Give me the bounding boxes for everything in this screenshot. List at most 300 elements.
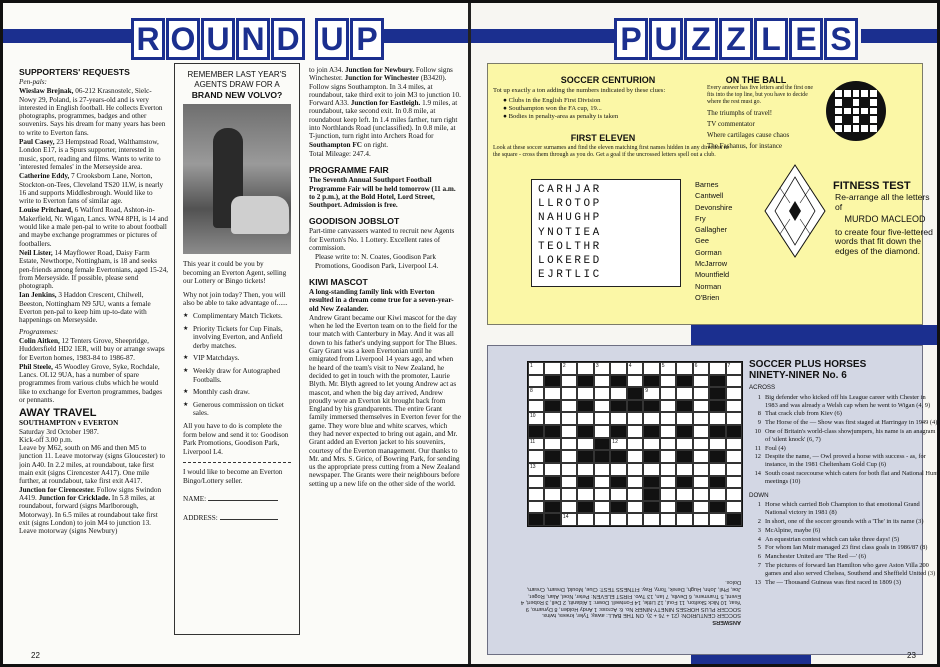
crossword-cell[interactable] bbox=[693, 463, 709, 476]
crossword-cell[interactable] bbox=[726, 450, 742, 463]
answers-title: ANSWERS bbox=[712, 619, 741, 625]
crossword-cell[interactable] bbox=[676, 488, 692, 501]
benefit-item: ★ Monthly cash draw. bbox=[183, 388, 291, 397]
clue-number: 13 bbox=[530, 463, 536, 470]
crossword-cell[interactable] bbox=[693, 476, 709, 489]
crossword-cell[interactable] bbox=[643, 362, 659, 375]
directions bbox=[19, 444, 169, 535]
crossword-block bbox=[643, 488, 659, 501]
banner-letter: P bbox=[350, 18, 384, 60]
crossword-cell[interactable] bbox=[594, 513, 610, 526]
crossword-cell[interactable] bbox=[528, 450, 544, 463]
penpal-entry bbox=[19, 172, 169, 205]
crossword-block bbox=[709, 450, 725, 463]
programme-entry bbox=[19, 363, 169, 404]
grid-cell[interactable] bbox=[853, 125, 860, 132]
crossword-cell[interactable] bbox=[594, 463, 610, 476]
crossword-block bbox=[643, 476, 659, 489]
crossword-cell[interactable] bbox=[676, 438, 692, 451]
crossword-cell[interactable] bbox=[693, 438, 709, 451]
grid-cell[interactable] bbox=[853, 99, 860, 106]
junction-label: Junction for Cirencester. bbox=[19, 485, 95, 494]
crossword-block bbox=[676, 476, 692, 489]
clue-number: 11 bbox=[530, 438, 536, 445]
banner-letter: P bbox=[614, 18, 648, 60]
crossword-cell[interactable] bbox=[676, 387, 692, 400]
crossword-cell[interactable] bbox=[627, 438, 643, 451]
crossword-block bbox=[676, 375, 692, 388]
total-mileage: Total Mileage: 247.4. bbox=[309, 149, 371, 158]
crossword-block bbox=[544, 513, 560, 526]
form-address-row bbox=[183, 512, 291, 523]
crossword-cell[interactable] bbox=[577, 513, 593, 526]
crossword-cell[interactable] bbox=[577, 463, 593, 476]
word-search-row: TEOLTHR bbox=[538, 240, 602, 253]
page-number-left: 22 bbox=[31, 651, 40, 660]
penpal-text: 23 Hempstead Road, Walthamstow, London E17, is a Spurs supporter, interested in music, sport, reading and films. Wants to write to 'interested females' in the Merseyside area. bbox=[19, 138, 161, 171]
benefits-list bbox=[183, 312, 291, 418]
grid-cell[interactable] bbox=[835, 90, 842, 97]
junction-label: Junction for Cricklade. bbox=[38, 493, 111, 502]
crossword-cell[interactable] bbox=[660, 362, 676, 375]
crossword-cell[interactable] bbox=[676, 463, 692, 476]
crossword-cell[interactable] bbox=[561, 501, 577, 514]
crossword-block bbox=[643, 501, 659, 514]
grid-cell[interactable] bbox=[870, 108, 877, 115]
banner-letter: S bbox=[824, 18, 858, 60]
clue-number: 8 bbox=[530, 388, 533, 395]
clue-text: South coast racecourse which caters for both flat and National Hunt meetings (10) bbox=[765, 469, 939, 485]
advert-intro: This year it could be you by becoming an Everton Agent, selling our Lottery or Bingo tickets! bbox=[183, 260, 287, 286]
programme-name: Phil Steele, bbox=[19, 362, 53, 371]
crossword-cell[interactable] bbox=[544, 412, 560, 425]
on-the-ball-title: ON THE BALL bbox=[725, 75, 787, 85]
crossword-cell[interactable] bbox=[627, 476, 643, 489]
penpal-name: Wieslaw Brejnak, bbox=[19, 87, 74, 96]
programme-fair-title: PROGRAMME FAIR bbox=[309, 165, 389, 176]
crossword-block bbox=[544, 375, 560, 388]
crossword-cell[interactable] bbox=[627, 450, 643, 463]
crossword-cell[interactable] bbox=[561, 425, 577, 438]
crossword-cell[interactable] bbox=[643, 438, 659, 451]
crossword-cell[interactable] bbox=[726, 375, 742, 388]
crossword-cell[interactable] bbox=[693, 513, 709, 526]
first-eleven-title: FIRST ELEVEN bbox=[570, 133, 636, 143]
crossword-cell[interactable] bbox=[577, 412, 593, 425]
form-text: I would like to become an Everton Bingo/Lottery seller. bbox=[183, 468, 283, 485]
clue-num: 12 bbox=[754, 453, 761, 461]
crossword-cell[interactable] bbox=[528, 387, 544, 400]
crossword-cell[interactable] bbox=[660, 450, 676, 463]
crossword-cell[interactable] bbox=[594, 375, 610, 388]
banner-letter: L bbox=[754, 18, 788, 60]
programme-text: 45 Woodley Grove, Syke, Rochdale, Lancs. OL12 9UA, has a number of spare programmes from various clubs which he would like to exchange for Everton programmes, badges or pennants. bbox=[19, 362, 163, 404]
crossword-cell[interactable] bbox=[660, 438, 676, 451]
agents-advert bbox=[174, 63, 300, 635]
crossword-cell[interactable] bbox=[610, 463, 626, 476]
crossword-cell[interactable] bbox=[610, 513, 626, 526]
crossword-cell[interactable] bbox=[594, 425, 610, 438]
crossword-cell[interactable] bbox=[726, 488, 742, 501]
crossword-cell[interactable] bbox=[660, 425, 676, 438]
crossword-cell[interactable] bbox=[528, 375, 544, 388]
banner-letter: R bbox=[131, 18, 165, 60]
grid-cell[interactable] bbox=[853, 108, 860, 115]
page-number-right: 23 bbox=[907, 651, 916, 660]
crossword-cell[interactable] bbox=[627, 513, 643, 526]
clue-number: 2 bbox=[562, 363, 566, 369]
word-search-row: LLROTOP bbox=[538, 198, 602, 211]
kiwi-mascot-title: KIWI MASCOT bbox=[309, 276, 368, 287]
clue-number: 5 bbox=[661, 363, 665, 369]
third-column bbox=[309, 66, 461, 644]
crossword-cell[interactable] bbox=[577, 387, 593, 400]
clue-num: 7 bbox=[757, 561, 761, 569]
grid-cell[interactable] bbox=[870, 116, 877, 123]
crossword-cell[interactable] bbox=[693, 488, 709, 501]
down-label: DOWN bbox=[749, 491, 769, 499]
banner-bar-left bbox=[471, 29, 614, 43]
jobslot-text: Part-time canvassers wanted to recruit new Agents for Everton's No. 1 Lottery. Excellent rates of commission. bbox=[309, 227, 455, 253]
crossword-cell[interactable] bbox=[594, 387, 610, 400]
crossword-cell[interactable] bbox=[660, 476, 676, 489]
advert-headline: REMEMBER LAST YEAR'S bbox=[187, 70, 287, 79]
crossword-block bbox=[676, 400, 692, 413]
clue-number: 6 bbox=[694, 363, 698, 369]
crossword-cell[interactable] bbox=[544, 438, 560, 451]
clue-text: In short, one of the soccer grounds with a 'The' in its name (3) bbox=[765, 517, 924, 525]
crossword-cell[interactable] bbox=[693, 387, 709, 400]
crossword-cell[interactable] bbox=[660, 501, 676, 514]
crossword-cell[interactable] bbox=[709, 488, 725, 501]
crossword-cell[interactable] bbox=[544, 362, 560, 375]
crossword-cell[interactable] bbox=[561, 400, 577, 413]
clue-text: Bodies in penalty-area as penalty is taken bbox=[508, 113, 619, 120]
down-clue bbox=[749, 536, 939, 544]
grid-cell[interactable] bbox=[870, 99, 877, 106]
grid-cell[interactable] bbox=[844, 90, 851, 97]
clue-text: The Horse of the — Show was first staged at Harringay in 1949 (4) bbox=[765, 419, 938, 427]
grid-cell[interactable] bbox=[861, 108, 868, 115]
grid-cell[interactable] bbox=[853, 116, 860, 123]
crossword-cell[interactable] bbox=[676, 412, 692, 425]
crossword-cell[interactable] bbox=[643, 513, 659, 526]
crossword-cell[interactable] bbox=[561, 375, 577, 388]
crossword-cell[interactable] bbox=[594, 476, 610, 489]
crossword-block bbox=[610, 400, 626, 413]
crossword-cell[interactable] bbox=[726, 438, 742, 451]
bottom-bar bbox=[691, 655, 811, 664]
penpal-entry bbox=[19, 138, 169, 171]
crossword-cell[interactable] bbox=[528, 501, 544, 514]
crossword-cell[interactable] bbox=[544, 463, 560, 476]
down-clue bbox=[749, 553, 939, 561]
crossword-cell[interactable] bbox=[693, 501, 709, 514]
crossword-cell[interactable] bbox=[709, 362, 725, 375]
across-clue bbox=[749, 410, 939, 418]
down-clue bbox=[749, 518, 939, 526]
answers-text: SOCCER CENTURION: (21 + 76 + 3). ON THE BALL: away, Tyler, knees, twins. SOCCER PLUS HORSES NINETY-NINER No. 6: Across: 1 Andy Holden, 8 Dynamo, 9 Year, 10 Nick Skelton, 11 Foul, 12 Little, 14 Fontwell. Down: 1 Aldaniti, 2 Dell, 3 Robert, 4 Event, 5 Tranmere, 6 Devils, 7 Ian, 13 Two. FIRST ELEVEN: Peter, Noel, Alan, Roger, Joe, Phil, John, Hugh, Derek, Tony, Ray. FITNESS TEST: Clue, Mould, Dream, Cream, Dolce. bbox=[520, 579, 741, 619]
crossword-cell[interactable] bbox=[693, 450, 709, 463]
penpal-name: Ian Jenkins, bbox=[19, 291, 57, 300]
crossword-cell[interactable] bbox=[610, 362, 626, 375]
crossword-cell[interactable] bbox=[693, 412, 709, 425]
penpals-subtitle: Pen-pals: bbox=[19, 78, 47, 86]
clue-num: 9 bbox=[757, 419, 761, 427]
crossword-block bbox=[643, 375, 659, 388]
crossword-cell[interactable] bbox=[676, 362, 692, 375]
crossword-block bbox=[544, 425, 560, 438]
crossword-cell[interactable] bbox=[660, 375, 676, 388]
word-search-row: NAHUGHP bbox=[538, 212, 602, 225]
grid-cell[interactable] bbox=[844, 108, 851, 115]
penpal-name: Neil Lister, bbox=[19, 248, 53, 257]
centurion-clue: ● Bodies in penalty-area as penalty is taken bbox=[503, 113, 619, 120]
grid-cell[interactable] bbox=[870, 90, 877, 97]
down-clue bbox=[749, 527, 939, 535]
crossword-cell[interactable] bbox=[577, 362, 593, 375]
crossword-block bbox=[577, 425, 593, 438]
grid-cell[interactable] bbox=[835, 108, 842, 115]
directions-continued bbox=[309, 66, 461, 149]
crossword-cell[interactable] bbox=[726, 501, 742, 514]
crossword-cell[interactable] bbox=[643, 412, 659, 425]
crossword-cell[interactable] bbox=[627, 501, 643, 514]
grid-cell[interactable] bbox=[835, 125, 842, 132]
clue-text: One of Britain's world-class showjumpers, his name is an anagram of 'silent knock' (6, 7) bbox=[765, 427, 936, 443]
first-eleven-intro: Look at these soccer surnames and find the eleven matching first names hidden in any direction in the square - cross them through as you do. Get a goal if the uncrossed letters spell out a club. bbox=[493, 145, 729, 158]
name-label: NAME: bbox=[183, 495, 207, 504]
crossword-cell[interactable] bbox=[627, 425, 643, 438]
crossword-cell[interactable] bbox=[627, 463, 643, 476]
crossword-cell[interactable] bbox=[726, 400, 742, 413]
crossword-block bbox=[709, 501, 725, 514]
crossword-cell[interactable] bbox=[610, 412, 626, 425]
clue-num: 3 bbox=[757, 526, 761, 534]
left-page-roundup bbox=[3, 3, 469, 664]
surname: Norman bbox=[695, 281, 722, 291]
crossword-cell[interactable] bbox=[561, 412, 577, 425]
name-field[interactable] bbox=[208, 493, 278, 501]
programme-fair-text: The Seventh Annual Southport Football Programme Fair will be held tomorrow (11 a.m. to 2 p.m.), at the Bold Hotel, Lord Street, Southport. Admission is free. bbox=[309, 176, 456, 210]
surname: Barnes bbox=[695, 180, 719, 189]
grid-cell[interactable] bbox=[861, 90, 868, 97]
crossword-block bbox=[709, 375, 725, 388]
crossword-cell[interactable] bbox=[627, 488, 643, 501]
crossword-cell[interactable] bbox=[528, 412, 544, 425]
banner-letter: U bbox=[649, 18, 683, 60]
crossword-cell[interactable] bbox=[726, 362, 742, 375]
crossword-cell[interactable] bbox=[726, 412, 742, 425]
grid-cell[interactable] bbox=[870, 125, 877, 132]
crossword-cell[interactable] bbox=[561, 387, 577, 400]
clue-num: 13 bbox=[754, 578, 761, 586]
clue-text: Big defender who kicked off his League career with Chester in 1983 and was already a Welsh cap when he went to Wigan (4, 9) bbox=[765, 393, 931, 409]
crossword-cell[interactable] bbox=[577, 438, 593, 451]
directions-text: Leave by M62, south on M6 and then M5 to junction 11. Leave motorway (signs Gloucester) to join A40. In 2.2 miles, at roundabout, take first main exit (signs Cirencester A417). One mile further, at roundabout, take first exit A417. bbox=[19, 444, 166, 486]
grid-cell[interactable] bbox=[861, 125, 868, 132]
crossword-cell[interactable] bbox=[594, 412, 610, 425]
crossword-block bbox=[610, 501, 626, 514]
crossword-cell[interactable] bbox=[660, 400, 676, 413]
clue-num: 1 bbox=[757, 393, 761, 401]
crossword-cell[interactable] bbox=[528, 476, 544, 489]
crossword-cell[interactable] bbox=[544, 488, 560, 501]
crossword-cell[interactable] bbox=[693, 400, 709, 413]
crossword-cell[interactable] bbox=[676, 513, 692, 526]
crossword-block bbox=[577, 400, 593, 413]
crossword-cell[interactable] bbox=[643, 463, 659, 476]
crossword-cell[interactable] bbox=[726, 476, 742, 489]
crossword-block bbox=[577, 501, 593, 514]
down-clue bbox=[749, 562, 939, 578]
penpal-entry bbox=[19, 87, 169, 137]
on-the-ball-clue: The Fashanus, for instance bbox=[707, 142, 783, 151]
crossword-cell[interactable] bbox=[561, 438, 577, 451]
crossword-block bbox=[726, 425, 742, 438]
crossword-cell[interactable] bbox=[561, 488, 577, 501]
crossword-block bbox=[528, 425, 544, 438]
crossword-cell[interactable] bbox=[594, 488, 610, 501]
centurion-title: SOCCER CENTURION bbox=[560, 75, 656, 85]
penpal-text: 06-212 Krasnostelc, Sielc-Nowy 29, Poland, is 27-years-old and is very interested in English football. He collects Everton photographs, programmes, badges and other souvenirs. Says his dream for many years has been to write to Everton fans. bbox=[19, 87, 166, 137]
clue-text: An equestrian contest which can take three days! (5) bbox=[765, 535, 900, 543]
crossword-cell[interactable] bbox=[528, 488, 544, 501]
clue-num: 8 bbox=[757, 410, 761, 418]
crossword-cell[interactable] bbox=[660, 412, 676, 425]
surname: Gorman bbox=[695, 247, 722, 257]
grid-cell[interactable] bbox=[835, 116, 842, 123]
address-label: ADDRESS: bbox=[183, 514, 218, 523]
benefit-item: ★ Complimentary Match Tickets. bbox=[183, 312, 291, 321]
clue-text: That crack club from Kiev (6) bbox=[765, 410, 842, 418]
supporters-column bbox=[19, 66, 169, 644]
penpal-text: 6 Walford Road, Ashton-in-Makerfield, Nr. Wigan, Lancs. WN4 8PH, is 14 and would like a male pen-pal to write to about football and maybe exchange programmes or pictures of footballers. bbox=[19, 206, 168, 248]
crossword-clues bbox=[749, 359, 939, 587]
crossword-cell[interactable] bbox=[528, 400, 544, 413]
advert-instructions: All you have to do is complete the form below and send it to: Goodison Park Promotions, Goodison Park, Liverpool L4. bbox=[183, 421, 289, 456]
penpal-entry bbox=[19, 291, 169, 324]
surname: Gee bbox=[695, 236, 709, 246]
crossword-cell[interactable] bbox=[726, 387, 742, 400]
crossword-cell[interactable] bbox=[594, 400, 610, 413]
crossword-cell[interactable] bbox=[693, 375, 709, 388]
crossword-cell[interactable] bbox=[627, 412, 643, 425]
surname: Mountfield bbox=[695, 270, 730, 280]
clue-text: Southampton won the FA cup, 19... bbox=[508, 105, 602, 112]
crossword-cell[interactable] bbox=[660, 463, 676, 476]
grid-block bbox=[844, 99, 851, 106]
advert-headline-volvo: BRAND NEW VOLVO? bbox=[191, 90, 283, 100]
directions-text: Follow signs Winchester. bbox=[309, 66, 453, 83]
crossword-cell[interactable] bbox=[660, 513, 676, 526]
across-clue bbox=[749, 394, 939, 410]
benefit-item: ★ Priority Tickets for Cup Finals, involving Everton, and Anfield derby matches. bbox=[183, 325, 291, 351]
grid-cell[interactable] bbox=[835, 99, 842, 106]
crossword-cell[interactable] bbox=[594, 362, 610, 375]
word-search-row: CARHJAR bbox=[538, 184, 602, 196]
crossword-cell[interactable] bbox=[544, 387, 560, 400]
crossword-cell[interactable] bbox=[528, 438, 544, 451]
crossword-cell[interactable] bbox=[660, 387, 676, 400]
on-the-ball-clue: Where cartilages cause chaos bbox=[707, 131, 790, 140]
crossword-cell[interactable] bbox=[709, 438, 725, 451]
clue-number: 1 bbox=[530, 363, 533, 369]
clue-text: Foul (4) bbox=[765, 444, 786, 452]
crossword-cell[interactable] bbox=[561, 450, 577, 463]
across-clue bbox=[749, 445, 939, 453]
surname: Cantwell bbox=[695, 191, 724, 201]
crossword-cell[interactable] bbox=[561, 513, 577, 526]
crossword-cell[interactable] bbox=[610, 488, 626, 501]
programmes-subtitle: Programmes: bbox=[19, 327, 59, 336]
crossword-cell[interactable] bbox=[610, 387, 626, 400]
on-the-ball-clue: TV commentator bbox=[707, 120, 755, 129]
grid-cell[interactable] bbox=[844, 125, 851, 132]
crossword-cell[interactable] bbox=[594, 501, 610, 514]
crossword-cell[interactable] bbox=[726, 463, 742, 476]
crossword-cell[interactable] bbox=[709, 463, 725, 476]
answers-upside-down bbox=[519, 533, 741, 625]
penpal-entry bbox=[19, 206, 169, 247]
jobslot-title: GOODISON JOBSLOT bbox=[309, 216, 400, 227]
away-travel-title: AWAY TRAVEL bbox=[19, 407, 97, 420]
crossword-cell[interactable] bbox=[660, 488, 676, 501]
programme-entry bbox=[19, 337, 169, 362]
crossword-cell[interactable] bbox=[610, 438, 626, 451]
word-search-row: LOKERED bbox=[538, 255, 602, 268]
crossword-cell[interactable] bbox=[643, 387, 659, 400]
surname: Gallagher bbox=[695, 225, 728, 235]
junction-label: Junction for Winchester bbox=[344, 74, 419, 83]
directions-text: Follow signs Swindon A419. bbox=[19, 485, 162, 502]
crossword-cell[interactable] bbox=[528, 362, 544, 375]
crossword-cell[interactable] bbox=[561, 476, 577, 489]
address-field[interactable] bbox=[220, 512, 278, 520]
clue-number: 10 bbox=[530, 413, 536, 420]
crossword-cell[interactable] bbox=[693, 425, 709, 438]
grid-cell[interactable] bbox=[853, 90, 860, 97]
kiwi-text: Andrew Grant became our Kiwi mascot for the day when he led the Everton team on to the field for the tour match with Canterbury in May. And it was all down to his father's undying support for The Blues. Gary Grant was a keen Evertonian until he emigrated from Liverpool 14 years ago, and when he heard of the team's visit to New Zealand, he decided to get in touch with the promoter, Laurie Blyth. Mr. Blyth agreed to let young Andrew act as mascot, and when the big day arrived, Andrew proudly wore an Everton kit brought back from England by his grandparents. The entire Grant family immersed themselves in Everton fever for the game. They wore blue and white scarves, which they had never expected to bring out again, and Mr. Grant added an Everton jacket to his souvenirs, courtesy of the Everton management. Our thanks to Mr. and Mrs. S. Grice, of Bowring Park, for sending us the appropriate press cutting from a New Zealand newspaper. The Grants were their neighbours before setting up a new life on the other side of the world. bbox=[309, 313, 461, 488]
crossword-cell[interactable] bbox=[577, 488, 593, 501]
programme-name: Colin Aitken, bbox=[19, 336, 60, 345]
benefit-item: ★ VIP Matchdays. bbox=[183, 354, 291, 363]
surname: McJarrow bbox=[695, 259, 728, 269]
roundup-banner bbox=[131, 18, 384, 60]
crossword-cell[interactable] bbox=[709, 513, 725, 526]
crossword-cell[interactable] bbox=[627, 362, 643, 375]
directions-text: (B3420). Follow signs Southampton. In 3.4 miles, at roundabout, take third exit to join M3 to junction 10. Forward A33. bbox=[309, 74, 461, 108]
crossword-block bbox=[643, 425, 659, 438]
crossword-cell[interactable] bbox=[561, 362, 577, 375]
crossword-cell[interactable] bbox=[627, 375, 643, 388]
crossword-block bbox=[676, 501, 692, 514]
clue-num: 6 bbox=[757, 553, 761, 561]
clue-number: 14 bbox=[562, 514, 569, 521]
banner-gap bbox=[306, 18, 314, 60]
crossword-cell[interactable] bbox=[693, 362, 709, 375]
clue-num: 2 bbox=[757, 517, 761, 525]
crossword-cell[interactable] bbox=[709, 412, 725, 425]
banner-letter: N bbox=[236, 18, 270, 60]
clue-number: 3 bbox=[595, 363, 599, 369]
penpal-name: Catherine Eddy, bbox=[19, 172, 70, 181]
banner-letter: Z bbox=[719, 18, 753, 60]
crossword-cell[interactable] bbox=[561, 463, 577, 476]
surname: Fry bbox=[695, 213, 706, 223]
fitness-test-title: FITNESS TEST bbox=[833, 180, 911, 192]
crossword-cell[interactable] bbox=[528, 463, 544, 476]
